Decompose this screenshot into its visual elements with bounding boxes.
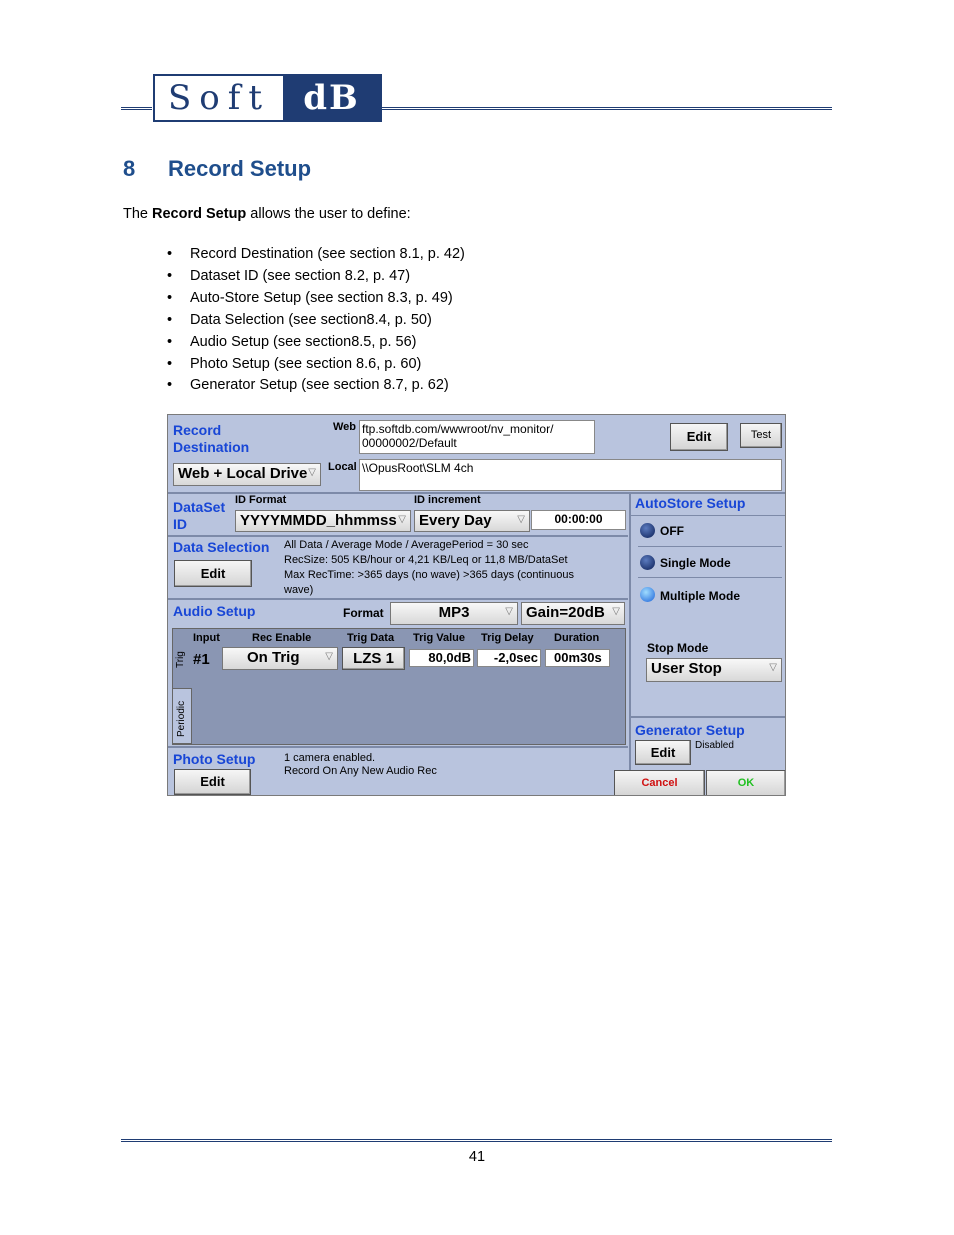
- id-format-label: ID Format: [235, 494, 287, 506]
- header-trig-value: Trig Value: [413, 632, 465, 644]
- chevron-down-icon: ▽: [325, 651, 333, 662]
- ok-button[interactable]: OK: [706, 770, 786, 796]
- data-selection-summary: All Data / Average Mode / AveragePeriod = 30 sec RecSize: 505 KB/hour or 4,21 KB/Leq or 11,8 MB/DataSet Max RecTime: >365 days (no wave) >365 days (continuous wave): [284, 539, 575, 596]
- trig-value-field[interactable]: 80,0dB: [409, 649, 474, 667]
- chevron-down-icon: ▽: [517, 514, 525, 525]
- destination-edit-button[interactable]: Edit: [670, 423, 728, 451]
- softdb-logo: [153, 74, 382, 122]
- increment-time-field[interactable]: 00:00:00: [531, 510, 626, 530]
- list-item: • Audio Setup (see section8.5, p. 56): [167, 332, 465, 354]
- list-item: • Record Destination (see section 8.1, p. 42): [167, 244, 465, 266]
- generator-edit-button[interactable]: Edit: [635, 740, 691, 765]
- stop-mode-value: User Stop: [651, 660, 722, 677]
- id-format-value: YYYYMMDD_hhmmss: [240, 512, 397, 529]
- web-label: Web: [333, 421, 357, 433]
- stop-mode-dropdown[interactable]: [646, 658, 782, 682]
- format-label: Format: [343, 606, 384, 620]
- section-title: Record Setup: [168, 156, 312, 181]
- section-number: 8: [123, 156, 136, 181]
- destination-mode-value: Web + Local Drive: [178, 465, 308, 482]
- record-setup-window: [167, 414, 786, 796]
- stop-mode-label: Stop Mode: [647, 641, 709, 655]
- autostore-multiple-radio[interactable]: [640, 587, 655, 602]
- data-selection-edit-button[interactable]: Edit: [174, 560, 252, 587]
- record-destination-title: Record Destination: [173, 422, 250, 455]
- destination-test-button[interactable]: Test: [740, 423, 782, 448]
- duration-field[interactable]: 00m30s: [545, 649, 610, 667]
- audio-format-value: MP3: [438, 604, 470, 621]
- list-item: • Auto-Store Setup (see section 8.3, p. 49): [167, 288, 465, 310]
- autostore-off-radio[interactable]: [640, 523, 655, 538]
- intro-pre: The: [123, 206, 153, 222]
- list-item: • Data Selection (see section8.4, p. 50): [167, 310, 465, 332]
- id-increment-label: ID increment: [414, 494, 481, 506]
- data-selection-title: Data Selection: [173, 539, 270, 555]
- audio-gain-dropdown[interactable]: [521, 602, 625, 625]
- rec-enable-dropdown[interactable]: [222, 647, 338, 670]
- list-item: • Generator Setup (see section 8.7, p. 62): [167, 375, 465, 397]
- header-rec-enable: Rec Enable: [252, 632, 312, 644]
- logo-db: dB: [283, 76, 380, 120]
- autostore-multiple-label: Multiple Mode: [660, 589, 740, 603]
- web-path-field[interactable]: ftp.softdb.com/wwwroot/nv_monitor/ 00000002/Default: [359, 420, 595, 454]
- header-trig-data: Trig Data: [347, 632, 395, 644]
- trig-delay-field[interactable]: -2,0sec: [477, 649, 541, 667]
- header-duration: Duration: [554, 632, 600, 644]
- header-rule-right: [381, 107, 832, 110]
- list-item: • Dataset ID (see section 8.2, p. 47): [167, 266, 465, 288]
- dataset-id-title: DataSet ID: [173, 499, 226, 532]
- page-number: 41: [468, 1149, 486, 1165]
- autostore-title: AutoStore Setup: [635, 495, 746, 511]
- destination-mode-dropdown[interactable]: [173, 463, 321, 486]
- generator-setup-title: Generator Setup: [635, 722, 745, 738]
- autostore-single-radio[interactable]: [640, 555, 655, 570]
- id-format-dropdown[interactable]: [235, 510, 411, 532]
- intro-post: allows the user to define:: [246, 206, 411, 222]
- cancel-button[interactable]: Cancel: [614, 770, 705, 796]
- chevron-down-icon: ▽: [769, 662, 777, 673]
- photo-setup-summary: 1 camera enabled. Record On Any New Audio Rec: [284, 752, 437, 777]
- intro-paragraph: [123, 206, 411, 222]
- header-input: Input: [193, 632, 220, 644]
- intro-bold: Record Setup: [152, 206, 247, 222]
- chevron-down-icon: ▽: [308, 467, 316, 478]
- feature-list: [167, 244, 465, 397]
- photo-setup-edit-button[interactable]: Edit: [174, 769, 251, 795]
- photo-setup-title: Photo Setup: [173, 751, 256, 767]
- local-path-field[interactable]: \\OpusRoot\SLM 4ch: [359, 459, 782, 491]
- trig-data-button[interactable]: LZS 1: [342, 647, 405, 670]
- chevron-down-icon: ▽: [398, 514, 406, 525]
- chevron-down-icon: ▽: [612, 606, 620, 617]
- local-label: Local: [328, 461, 357, 473]
- tab-periodic[interactable]: Periodic: [172, 688, 192, 744]
- tab-trig[interactable]: Trig: [175, 651, 186, 668]
- id-increment-value: Every Day: [419, 512, 492, 529]
- autostore-off-label: OFF: [660, 524, 684, 538]
- footer-rule: [121, 1139, 832, 1142]
- chevron-down-icon: ▽: [505, 606, 513, 617]
- section-heading: [123, 156, 311, 182]
- logo-soft: Soft: [167, 78, 270, 118]
- audio-trigger-panel: [172, 628, 626, 745]
- generator-status: Disabled: [695, 740, 734, 751]
- audio-gain-value: Gain=20dB: [526, 604, 605, 621]
- audio-setup-title: Audio Setup: [173, 603, 256, 619]
- autostore-single-label: Single Mode: [660, 556, 731, 570]
- list-item: • Photo Setup (see section 8.6, p. 60): [167, 354, 465, 376]
- audio-format-dropdown[interactable]: [390, 602, 518, 625]
- input-number: #1: [193, 651, 210, 668]
- id-increment-dropdown[interactable]: [414, 510, 530, 532]
- header-rule-left: [121, 107, 152, 110]
- header-trig-delay: Trig Delay: [481, 632, 534, 644]
- rec-enable-value: On Trig: [247, 649, 300, 666]
